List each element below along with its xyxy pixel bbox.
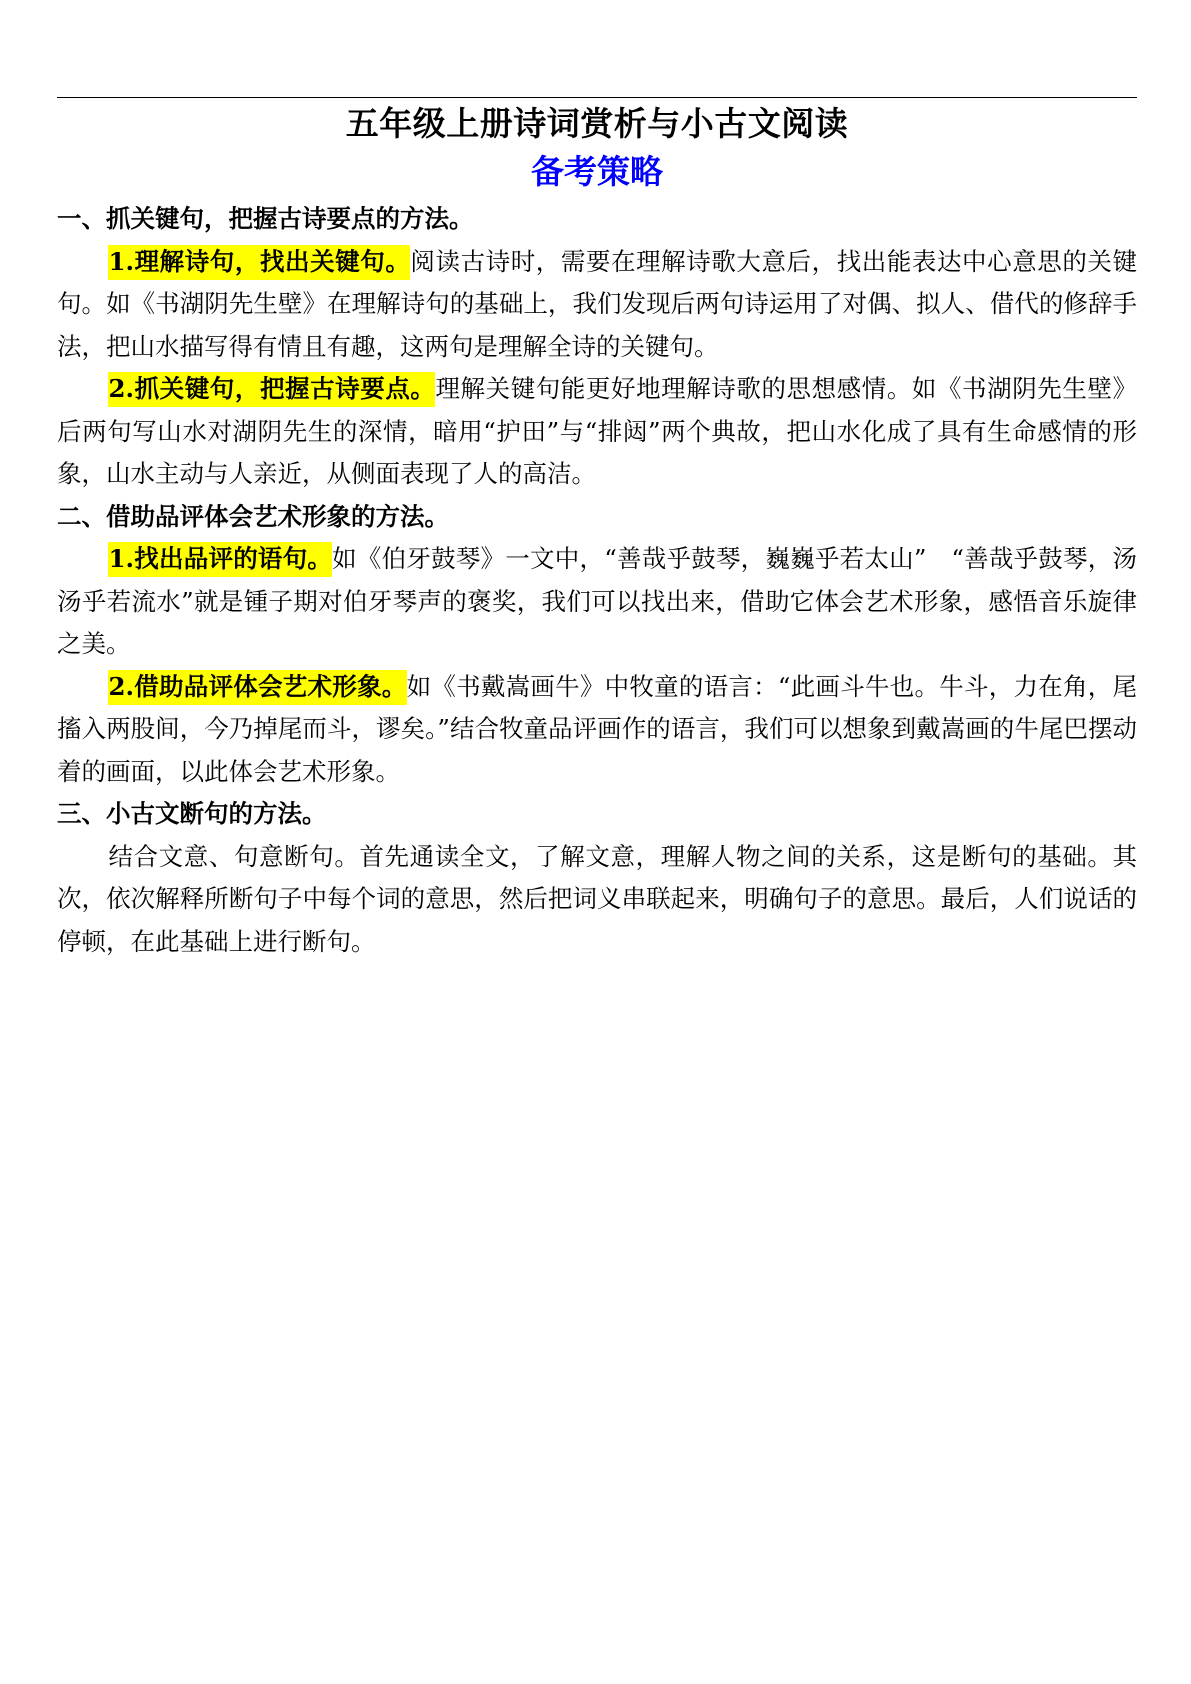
- paragraph-3-1: [57, 836, 1137, 964]
- document-body: [57, 198, 1137, 963]
- paragraph-2-2: [57, 666, 1137, 794]
- paragraph-text: 如《书戴嵩画牛》中牧童的语言：“此画斗牛也。牛斗，力在角，尾搐入两股间，今乃掉尾而斗，谬矣。”结合牧童品评画作的语言，我们可以想象到戴嵩画的牛尾巴摆动着的画面，以此体会艺术形象。: [57, 671, 1137, 786]
- highlighted-key-phrase: 2.抓关键句，把握古诗要点。: [108, 372, 435, 407]
- highlighted-key-phrase: 1.找出品评的语句。: [108, 542, 332, 577]
- page-title: 五年级上册诗词赏析与小古文阅读: [345, 104, 849, 143]
- paragraph-text: 理解关键句能更好地理解诗歌的思想感情。如《书湖阴先生壁》后两句写山水对湖阴先生的深情，暗用“护田”与“排闼”两个典故，把山水化成了具有生命感情的形象，山水主动与人亲近，从侧面表现了人的高洁。: [57, 374, 1137, 488]
- section-heading-1: 一、抓关键句，把握古诗要点的方法。: [57, 204, 474, 233]
- paragraph-1-1: [57, 241, 1137, 369]
- highlighted-key-phrase: 2.借助品评体会艺术形象。: [108, 670, 406, 705]
- paragraph-1-2: [57, 368, 1137, 496]
- paragraph-2-1: [57, 538, 1137, 666]
- page-subtitle: 备考策略: [531, 152, 663, 191]
- paragraph-text: 阅读古诗时，需要在理解诗歌大意后，找出能表达中心意思的关键句。如《书湖阴先生壁》在理解诗句的基础上，我们发现后两句诗运用了对偶、拟人、借代的修辞手法，把山水描写得有情且有趣，这两句是理解全诗的关键句。: [57, 246, 1138, 361]
- section-heading-3: 三、小古文断句的方法。: [57, 799, 327, 828]
- section-heading-2: 二、借助品评体会艺术形象的方法。: [57, 501, 449, 531]
- paragraph-text: 如《伯牙鼓琴》一文中，“善哉乎鼓琴，巍巍乎若太山” “善哉乎鼓琴，汤汤乎若流水”就是锺子期对伯牙琴声的褒奖，我们可以找出来，借助它体会艺术形象，感悟音乐旋律之美。: [57, 544, 1137, 658]
- paragraph-text: 结合文意、句意断句。首先通读全文，了解文意，理解人物之间的关系，这是断句的基础。其次，依次解释所断句子中每个词的意思，然后把词义串联起来，明确句子的意思。最后，人们说话的停顿，在此基础上进行断句。: [57, 841, 1137, 956]
- document-page: [57, 97, 1137, 963]
- highlighted-key-phrase: 1.理解诗句，找出关键句。: [108, 245, 410, 280]
